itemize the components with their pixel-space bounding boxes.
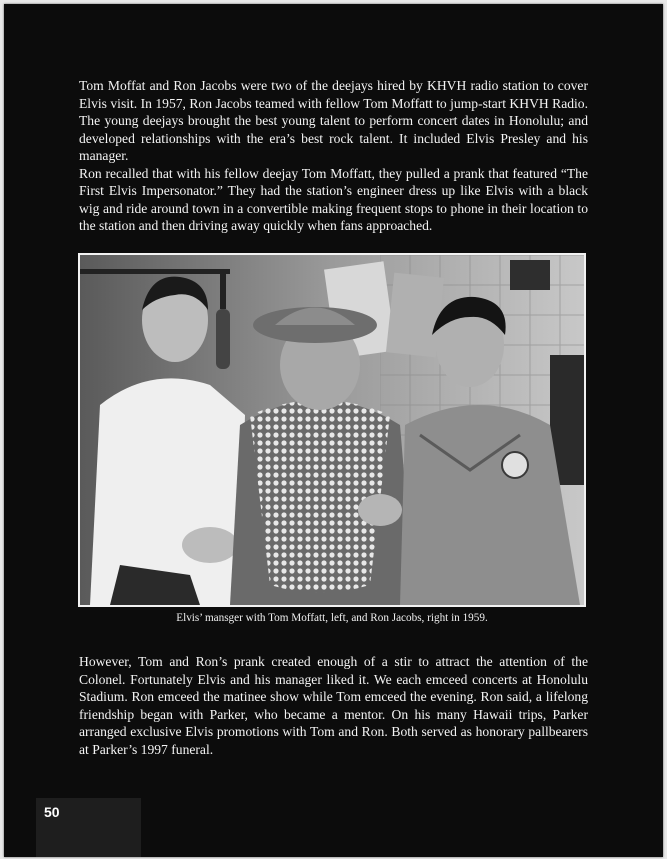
paragraph-khvh-deejays: Tom Moffat and Ron Jacobs were two of the deejays hired by KHVH radio station to cover Elvis visit. In 1957, Ron Jacobs teamed with fellow Tom Moffatt to jump-start KHVH Radio. The young deejays brought the best young talent to perform concert dates in Honolulu; and developed relationships with the era’s best rock talent. It included Elvis Presley and his manager. [79, 78, 588, 163]
photo-caption: Elvis’ mansger with Tom Moffatt, left, and Ron Jacobs, right in 1959. [176, 612, 488, 624]
top-text-block [79, 77, 588, 235]
page-number-box [36, 798, 141, 857]
book-page [4, 4, 663, 857]
photo-frame [78, 253, 586, 607]
bottom-text-block [79, 653, 588, 758]
historical-photo [80, 255, 584, 605]
paragraph-prank: Ron recalled that with his fellow deejay Tom Moffatt, they pulled a prank that featured “The First Elvis Impersonator.” They had the station’s engineer dress up like Elvis with a black wig and ride around town in a convertible making frequent stops to phone in their location to the station and then driving away quickly when fans approached. [79, 165, 588, 233]
page-number: 50 [44, 804, 60, 820]
paragraph-colonel: However, Tom and Ron’s prank created enough of a stir to attract the attention of the Colonel. Fortunately Elvis and his manager liked it. We each emceed concerts at Honolulu Stadium. Ron emceed the matinee show while Tom emceed the evening. Ron said, a lifelong friendship began with Parker, who became a mentor. On his many Hawaii trips, Parker arranged exclusive Elvis promotions with Tom and Ron. Both served as honorary pallbearers at Parker’s 1997 funeral. [79, 654, 588, 757]
